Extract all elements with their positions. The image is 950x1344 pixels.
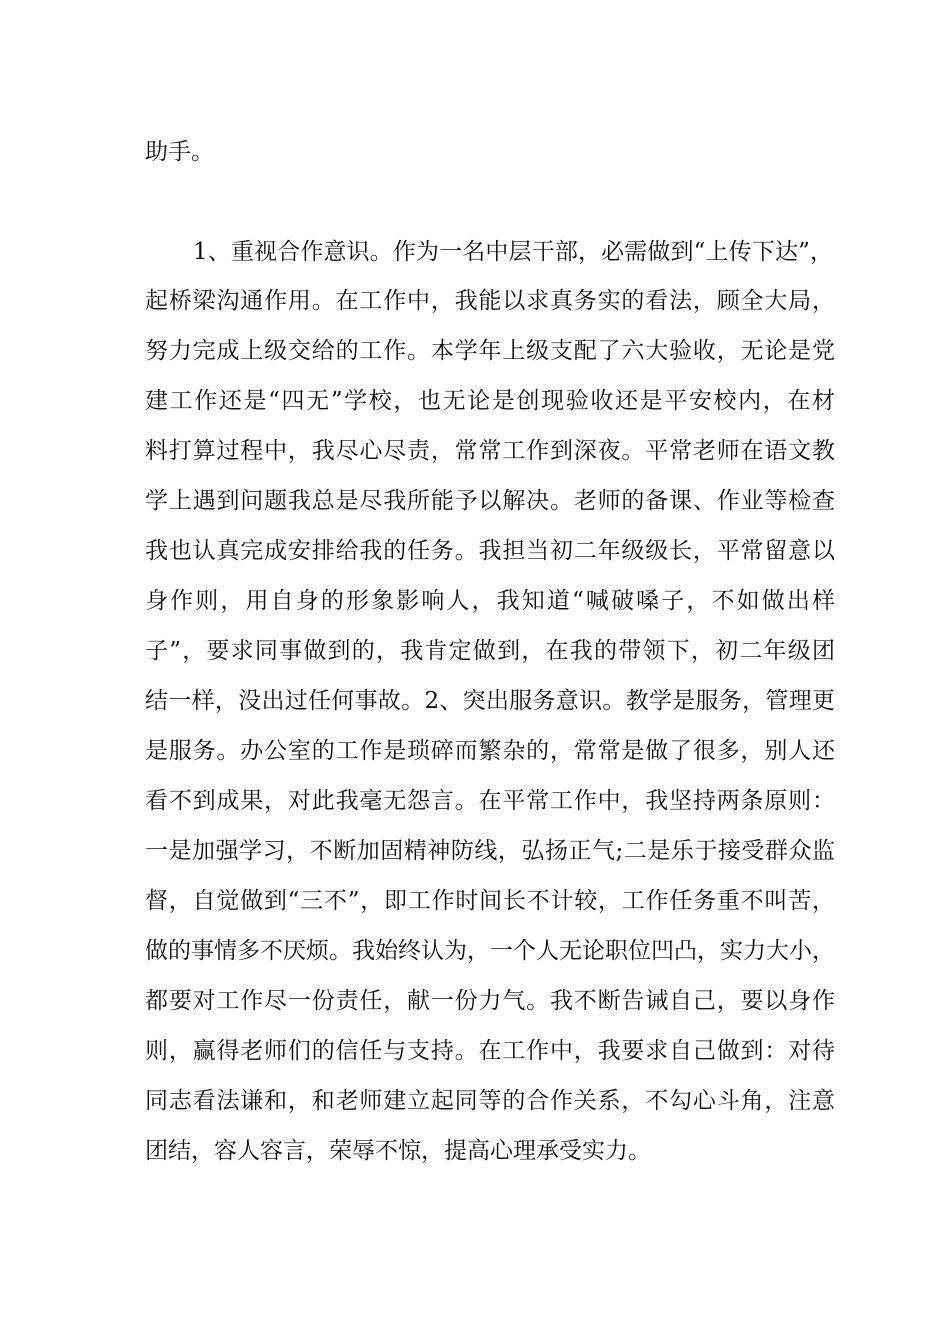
text-line: 都要对工作尽一份责任，献一份力气。我不断告诫自己，要以身作 bbox=[145, 988, 835, 1014]
text-line: 助手。 bbox=[145, 139, 214, 165]
text-line: 料打算过程中，我尽心尽责，常常工作到深夜。平常老师在语文教 bbox=[145, 438, 835, 464]
text-line: 同志看法谦和，和老师建立起同等的合作关系，不勾心斗角，注意 bbox=[145, 1088, 835, 1114]
text-line: 团结，容人容言，荣辱不惊，提高心理承受实力。 bbox=[145, 1138, 651, 1164]
text-line: 建工作还是“四无”学校，也无论是创现验收还是平安校内，在材 bbox=[145, 388, 835, 414]
text-line: 督，自觉做到“三不”，即工作时间长不计较，工作任务重不叫苦， bbox=[145, 888, 835, 914]
text-line: 一是加强学习，不断加固精神防线，弘扬正气;二是乐于接受群众监 bbox=[145, 838, 835, 864]
text-line: 学上遇到问题我总是尽我所能予以解决。老师的备课、作业等检查 bbox=[145, 488, 835, 514]
text-line: 我也认真完成安排给我的任务。我担当初二年级级长，平常留意以 bbox=[145, 538, 835, 564]
text-line: 是服务。办公室的工作是琐碎而繁杂的，常常是做了很多，别人还 bbox=[145, 738, 835, 764]
paragraph-first-line: 1、重视合作意识。作为一名中层干部，必需做到“上传下达”， bbox=[193, 239, 833, 265]
text-line: 努力完成上级交给的工作。本学年上级支配了六大验收，无论是党 bbox=[145, 338, 835, 364]
text-line: 结一样，没出过任何事故。2、突出服务意识。教学是服务，管理更 bbox=[145, 688, 835, 714]
text-line: 看不到成果，对此我毫无怨言。在平常工作中，我坚持两条原则： bbox=[145, 788, 835, 814]
text-line: 则，赢得老师们的信任与支持。在工作中，我要求自己做到：对待 bbox=[145, 1038, 835, 1064]
text-line: 身作则，用自身的形象影响人，我知道“喊破嗓子，不如做出样 bbox=[145, 588, 835, 614]
text-line: 做的事情多不厌烦。我始终认为，一个人无论职位凹凸，实力大小， bbox=[145, 938, 835, 964]
text-line: 子”，要求同事做到的，我肯定做到，在我的带领下，初二年级团 bbox=[145, 638, 835, 664]
text-line: 起桥梁沟通作用。在工作中，我能以求真务实的看法，顾全大局， bbox=[145, 288, 835, 314]
